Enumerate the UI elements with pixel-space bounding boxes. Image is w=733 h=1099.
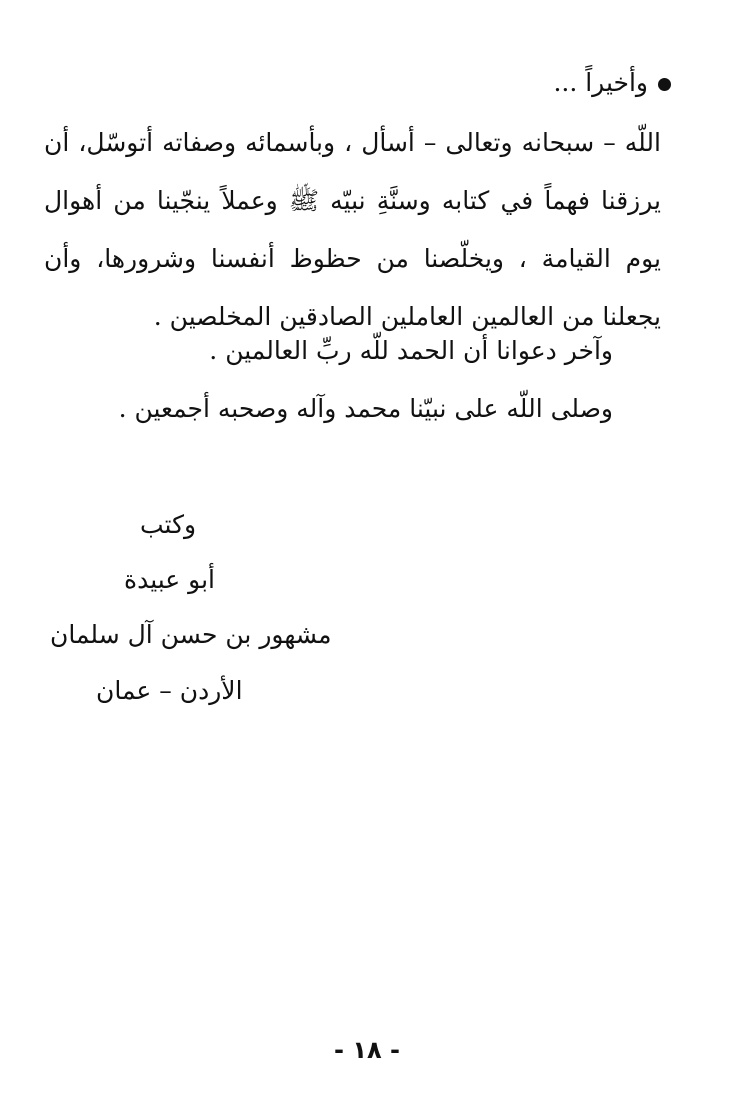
signature-kunya: أبو عبيدة	[124, 565, 215, 594]
signature-name: مشهور بن حسن آل سلمان	[50, 620, 332, 649]
signature-wrote: وكتب	[140, 510, 197, 539]
paragraph-line: يجعلنا من العالمين العاملين الصادقين المخلصين .	[153, 302, 661, 331]
intro-line	[553, 66, 671, 100]
paragraph-line: يرزقنا فهماً في كتابه وسنَّةِ نبيّه ﷺ وعملاً ينجّينا من أهوال	[44, 186, 661, 215]
page-number: - ١٨ -	[334, 1036, 400, 1064]
paragraph-line: اللّه – سبحانه وتعالى – أسأل ، وبأسمائه وصفاته أتوسّل، أن	[44, 128, 661, 157]
bullet-icon	[658, 78, 671, 91]
closing-line: وآخر دعوانا أن الحمد للّه ربِّ العالمين .	[209, 336, 613, 365]
main-paragraph	[44, 114, 661, 346]
paragraph-line: يوم القيامة ، ويخلّصنا من حظوظ أنفسنا وشرورها، وأن	[44, 244, 661, 273]
closing-line: وصلى اللّه على نبيّنا محمد وآله وصحبه أجمعين .	[118, 394, 613, 423]
signature-place: الأردن – عمان	[96, 676, 243, 705]
intro-text: وأخيراً ...	[553, 68, 648, 97]
